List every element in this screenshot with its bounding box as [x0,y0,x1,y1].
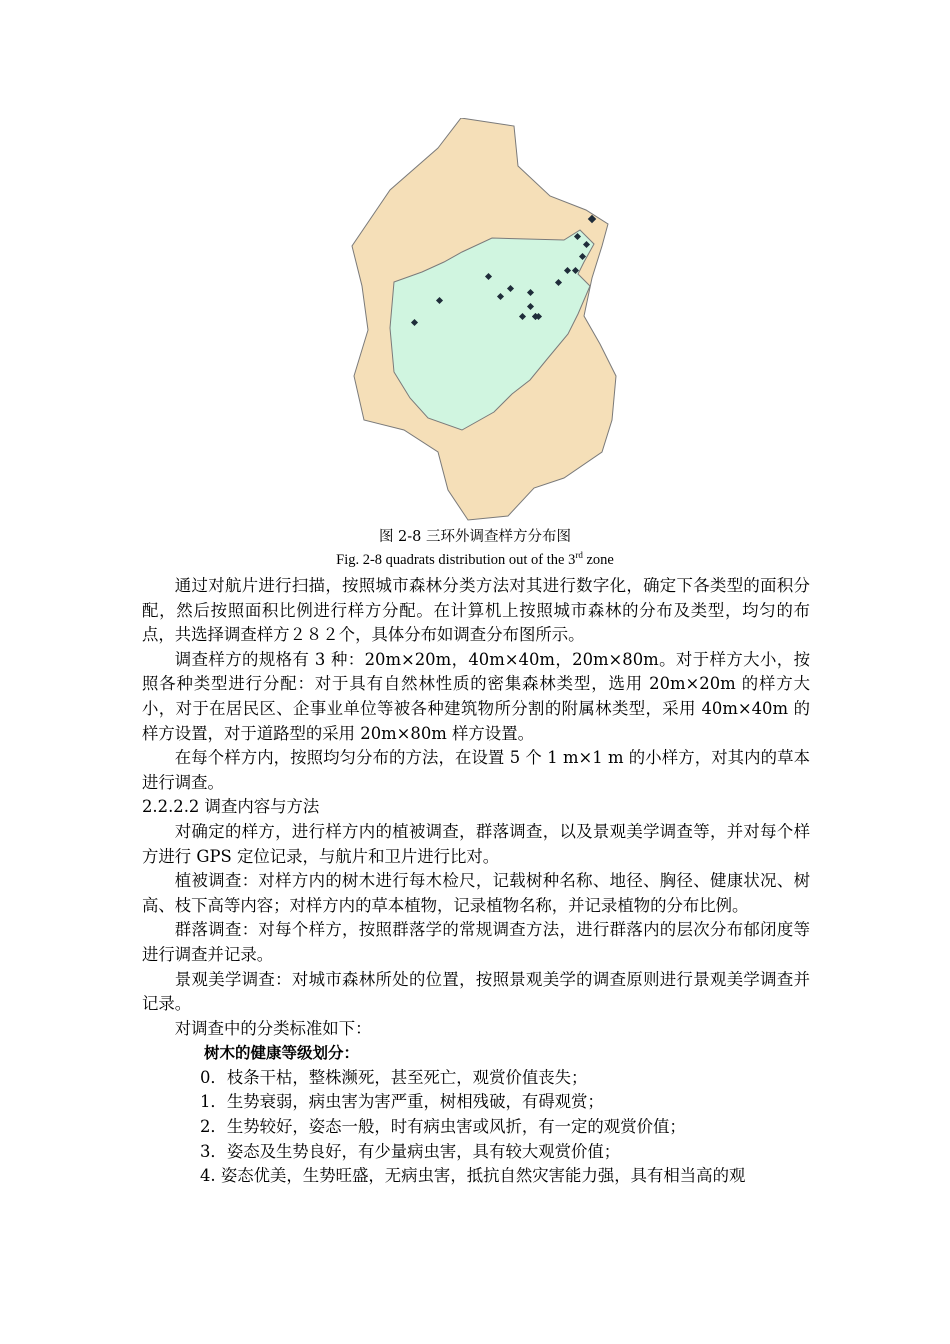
section-heading: 2.2.2.2 调查内容与方法 [142,797,320,817]
paragraph: 对确定的样方，进行样方内的植被调查，群落调查，以及景观美学调查等，并对每个样方进行 GPS 定位记录，与航片和卫片进行比对。 [142,821,810,866]
health-grade-item: 1．生势衰弱，病虫害为害严重，树相残破，有碍观赏； [200,1092,604,1112]
figure-caption-cn: 图 2-8 三环外调查样方分布图 [378,529,572,545]
health-grade-item: 4. 姿态优美，生势旺盛，无病虫害，抵抗自然灾害能力强，具有相当高的观 [200,1166,746,1186]
body-text [142,574,810,1189]
caption-en-superscript: rd [575,550,583,560]
paragraph: 通过对航片进行扫描，按照城市森林分类方法对其进行数字化，确定下各类型的面积分配，然后按照面积比例进行样方分配。在计算机上按照城市森林的分布及类型，均匀的布点，共选择调查样方２８２个，具体分布如调查分布图所示。 [142,576,810,645]
health-grade-item: 0．枝条干枯，整株濒死，甚至死亡，观赏价值丧失； [200,1067,588,1087]
health-grade-item: 2．生势较好，姿态一般，时有病虫害或风折，有一定的观赏价值； [200,1117,686,1137]
paragraph: 群落调查：对每个样方，按照群落学的常规调查方法，进行群落内的层次分布郁闭度等进行调查并记录。 [142,920,810,964]
quadrat-distribution-map [346,118,624,523]
paragraph: 对调查中的分类标准如下： [174,1018,372,1038]
paragraph: 景观美学调查：对城市森林所处的位置，按照景观美学的调查原则进行景观美学调查并记录。 [142,969,810,1014]
paragraph: 在每个样方内，按照均匀分布的方法，在设置 5 个 1 m×1 m 的小样方，对其内的草本进行调查。 [142,748,810,792]
paragraph: 植被调查：对样方内的树木进行每木检尺，记载树种名称、地径、胸径、健康状况、树高、枝下高等内容；对样方内的草本植物，记录植物名称，并记录植物的分布比例。 [142,871,810,915]
caption-en-main: Fig. 2-8 quadrats distribution out of the 3 [336,551,576,568]
caption-en-tail: zone [582,551,614,568]
health-grade-item: 3．姿态及生势良好，有少量病虫害，具有较大观赏价值； [200,1141,621,1161]
figure-caption-en [0,550,950,569]
paragraph: 调查样方的规格有 3 种：20m×20m，40m×40m，20m×80m。对于样方大小，按照各种类型进行分配：对于具有自然林性质的密集森林类型，选用 20m×20m 的样方大小，对于在居民区、企事业单位等被各种建筑物所分割的附属林类型，采用 40m×40m 的样方设置，对于道路型的采用 20m×80m 样方设置。 [142,649,810,743]
health-grade-title: 树木的健康等级划分： [204,1044,360,1063]
